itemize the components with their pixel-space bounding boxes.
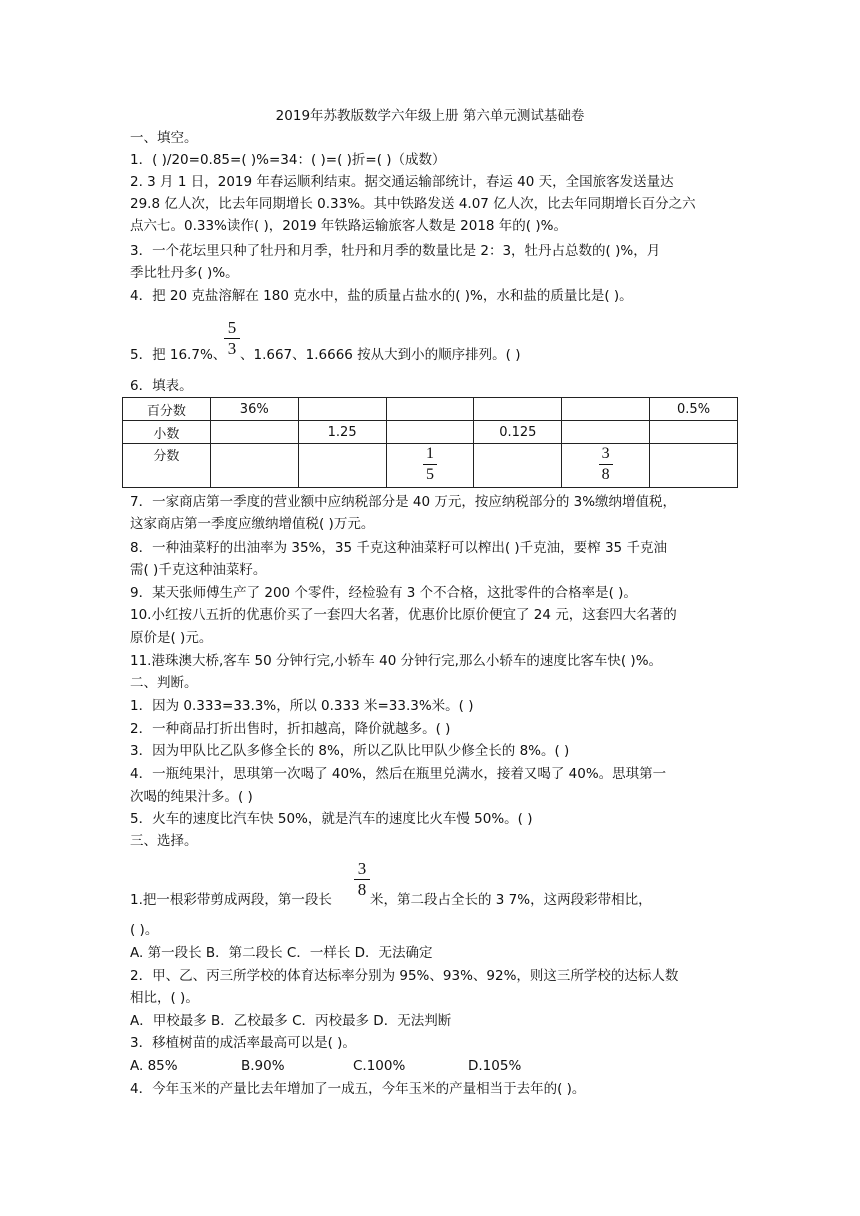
- fraction-denominator: 5: [425, 466, 434, 483]
- question-1-1: 1．( )/20=0.85=( )%=34：( )=( )折=( )（成数）: [130, 152, 446, 168]
- table-cell: [386, 398, 474, 421]
- fraction-1-5: [423, 445, 437, 484]
- question-2-2: 2．一种商品打折出售时，折扣越高，降价就越多。( ): [130, 721, 451, 737]
- table-cell: 分数: [123, 444, 211, 488]
- table-cell: [474, 398, 562, 421]
- fraction-numerator: 1: [425, 445, 434, 462]
- question-1-3-line1: 3．一个花坛里只种了牡丹和月季，牡丹和月季的数量比是 2：3，牡丹占总数的( )%，月: [130, 243, 661, 259]
- question-2-5: 5．火车的速度比汽车快 50%，就是汽车的速度比火车慢 50%。( ): [130, 811, 533, 827]
- table-cell: 0.125: [474, 421, 562, 444]
- table-cell: [650, 421, 738, 444]
- table-cell: [386, 421, 474, 444]
- question-1-9: 9．某天张师傅生产了 200 个零件，经检验有 3 个不合格，这批零件的合格率是( )。: [130, 585, 637, 601]
- option-a: A. 85%: [130, 1058, 178, 1074]
- question-3-4: 4．今年玉米的产量比去年增加了一成五，今年玉米的产量相当于去年的( )。: [130, 1081, 586, 1097]
- question-3-1-prefix: 1.把一根彩带剪成两段，第一段长: [130, 892, 332, 908]
- table-cell: [474, 444, 562, 488]
- table-row-percent: [123, 398, 738, 421]
- fraction-bar: [599, 464, 613, 465]
- question-1-10-line1: 10.小红按八五折的优惠价买了一套四大名著，优惠价比原价便宜了 24 元，这套四大名著的: [130, 607, 677, 623]
- fraction-numerator: 3: [601, 445, 610, 462]
- question-3-1-suffix: 米，第二段占全长的 3 7%，这两段彩带相比，: [370, 892, 652, 908]
- table-cell: [298, 444, 386, 488]
- question-3-2-line1: 2．甲、乙、丙三所学校的体育达标率分别为 95%、93%、92%，则这三所学校的达标人数: [130, 968, 679, 984]
- page-title: 2019年苏教版数学六年级上册 第六单元测试基础卷: [275, 108, 585, 124]
- question-3-2-options: A．甲校最多 B．乙校最多 C．丙校最多 D．无法判断: [130, 1013, 452, 1029]
- question-1-10-line2: 原价是( )元。: [130, 630, 213, 646]
- table-row-decimal: [123, 421, 738, 444]
- question-3-3: 3．移植树苗的成活率最高可以是( )。: [130, 1035, 356, 1051]
- question-1-2-line2: 29.8 亿人次，比去年同期增长 0.33%。其中铁路发送 4.07 亿人次，比去年同期增长百分之六: [130, 196, 696, 212]
- question-1-2-line1: 2. 3 月 1 日，2019 年春运顺利结束。据交通运输部统计，春运 40 天，全国旅客发送量达: [130, 174, 674, 190]
- question-3-1-options: A. 第一段长 B．第二段长 C．一样长 D．无法确定: [130, 945, 433, 961]
- fraction-denominator: 3: [227, 339, 237, 358]
- fraction-denominator: 8: [601, 466, 610, 483]
- fraction-denominator: 8: [357, 880, 367, 899]
- question-2-1: 1．因为 0.333=33.3%，所以 0.333 米=33.3%米。( ): [130, 698, 474, 714]
- question-1-5-suffix: 、1.667、1.6666 按从大到小的顺序排列。( ): [240, 347, 521, 363]
- fraction-5-3: [224, 319, 240, 358]
- table-cell: [298, 398, 386, 421]
- table-cell: 百分数: [123, 398, 211, 421]
- table-row-fraction: [123, 444, 738, 488]
- table-cell: [210, 421, 298, 444]
- question-1-8-line1: 8．一种油菜籽的出油率为 35%，35 千克这种油菜籽可以榨出( )千克油，要榨 35 千克油: [130, 540, 667, 556]
- fraction-bar: [423, 464, 437, 465]
- table-cell: [650, 444, 738, 488]
- question-1-4: 4．把 20 克盐溶解在 180 克水中，盐的质量占盐水的( )%，水和盐的质量比是( )。: [130, 288, 633, 304]
- table-cell: 0.5%: [650, 398, 738, 421]
- table-cell: 1.25: [298, 421, 386, 444]
- question-1-7-line1: 7．一家商店第一季度的营业额中应纳税部分是 40 万元，按应纳税部分的 3%缴纳增值税，: [130, 494, 677, 510]
- table-cell: 小数: [123, 421, 211, 444]
- fraction-numerator: 3: [357, 859, 367, 878]
- question-1-7-line2: 这家商店第一季度应缴纳增值税( )万元。: [130, 516, 375, 532]
- question-2-3: 3．因为甲队比乙队多修全长的 8%，所以乙队比甲队少修全长的 8%。( ): [130, 743, 570, 759]
- option-d: D.105%: [468, 1058, 522, 1074]
- table-cell: [562, 444, 650, 488]
- fraction-3-8: [599, 445, 613, 484]
- table-cell: [562, 421, 650, 444]
- table-cell: 36%: [210, 398, 298, 421]
- table-cell: [210, 444, 298, 488]
- question-1-6: 6．填表。: [130, 378, 193, 394]
- conversion-table: [122, 397, 738, 488]
- option-c: C.100%: [353, 1058, 406, 1074]
- question-1-8-line2: 需( )千克这种油菜籽。: [130, 562, 267, 578]
- option-b: B.90%: [241, 1058, 285, 1074]
- question-1-3-line2: 季比牡丹多( )%。: [130, 265, 239, 281]
- fraction-numerator: 5: [227, 318, 237, 337]
- question-3-2-line2: 相比，( )。: [130, 990, 199, 1006]
- section-heading-fill: 一、填空。: [130, 130, 198, 146]
- question-1-11: 11.港珠澳大桥,客车 50 分钟行完,小轿车 40 分钟行完,那么小轿车的速度比客车快( )%。: [130, 653, 663, 669]
- fraction-3-8: [354, 860, 370, 899]
- table-cell: [562, 398, 650, 421]
- section-heading-judge: 二、判断。: [130, 675, 198, 691]
- question-2-4-line1: 4．一瓶纯果汁，思琪第一次喝了 40%，然后在瓶里兑满水，接着又喝了 40%。思琪第一: [130, 766, 667, 782]
- section-heading-choice: 三、选择。: [130, 833, 198, 849]
- question-3-1-line2: ( )。: [130, 922, 159, 938]
- question-1-2-line3: 点六七。0.33%读作( )，2019 年铁路运输旅客人数是 2018 年的( )%。: [130, 218, 567, 234]
- question-1-5-prefix: 5．把 16.7%、: [130, 347, 227, 363]
- question-2-4-line2: 次喝的纯果汁多。( ): [130, 789, 253, 805]
- table-cell: [386, 444, 474, 488]
